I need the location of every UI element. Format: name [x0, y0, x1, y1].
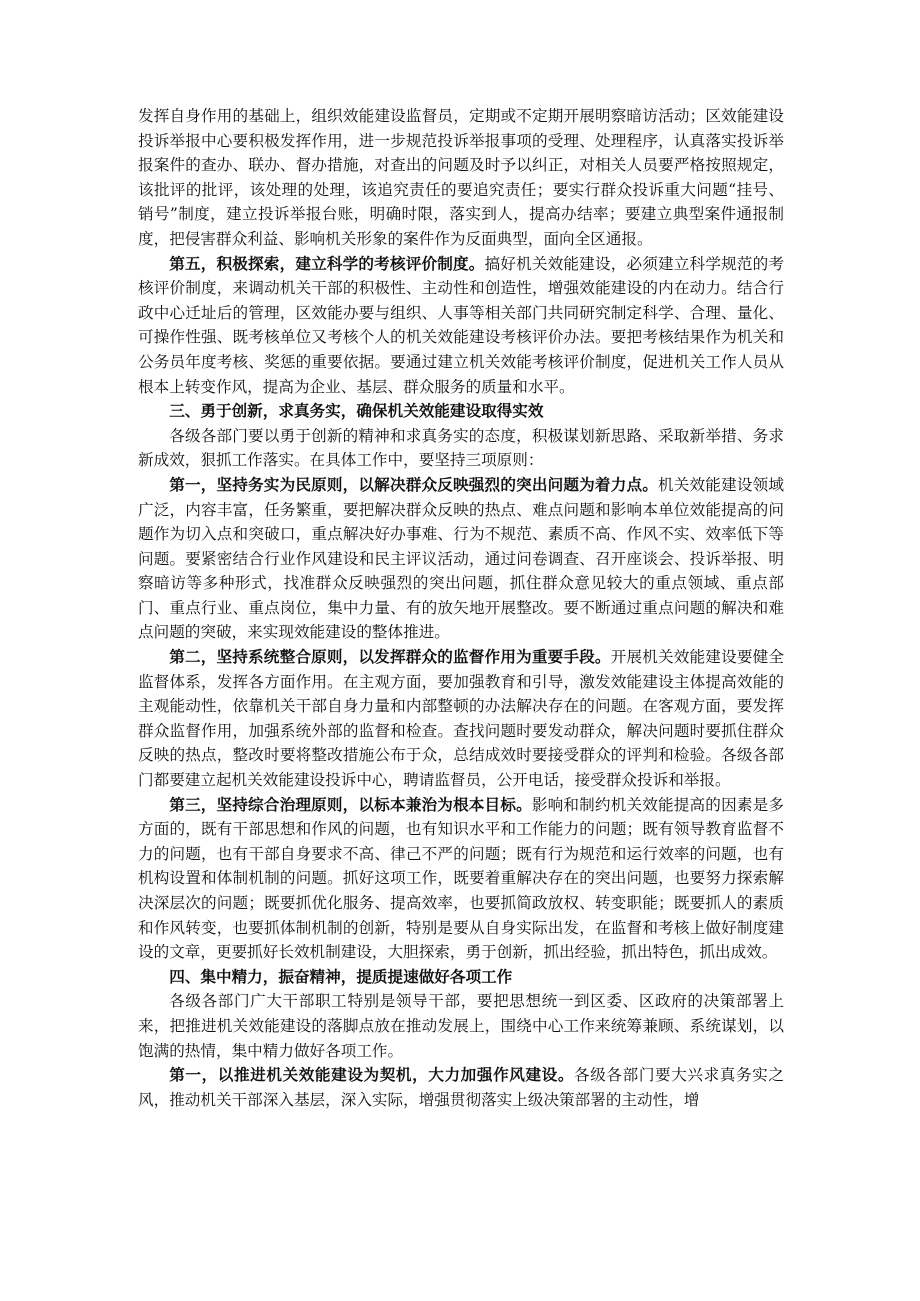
paragraph-principle-three	[138, 793, 784, 965]
section-heading-three: 三、勇于创新，求真务实，确保机关效能建设取得实效	[169, 401, 544, 421]
principle-three-body: 影响和制约机关效能提高的因素是多方面的，既有干部思想和作风的问题，也有知识水平和工作能力的问题；既有领导教育监督不力的问题，也有干部自身要求不高、律己不严的问题；既有行为规范和运行效率的问题，也有机构设置和体制机制的问题。抓好这项工作，既要着重解决存在的突出问题，也要努力探索解决深层次的问题；既要抓优化服务、提高效率，也要抓简政放权、转变职能；既要抓人的素质和作风转变，也要抓体制机制的创新，特别是要从自身实际出发，在监督和考核上做好制度建设的文章，更要抓好长效机制建设，大胆探索，勇于创新，抓出经验，抓出特色，抓出成效。	[138, 795, 784, 962]
paragraph-section-four-point-one	[138, 1063, 784, 1112]
paragraph-supervision: 发挥自身作用的基础上，组织效能建设监督员，定期或不定期开展明察暗访活动；区效能建设投诉举报中心要积极发挥作用，进一步规范投诉举报事项的受理、处理程序，认真落实投诉举报案件的查办、联办、督办措施，对查出的问题及时予以纠正，对相关人员要严格按照规定，该批评的批评，该处理的处理，该追究责任的要追究责任；要实行群众投诉重大问题“挂号、销号”制度，建立投诉举报台账，明确时限，落实到人，提高办结率；要建立典型案件通报制度，把侵害群众利益、影响机关形象的案件作为反面典型，面向全区通报。	[138, 107, 784, 248]
principle-three-lead: 第三，坚持综合治理原则，以标本兼治为根本目标。	[169, 794, 532, 814]
point-five-lead: 第五，积极探索，建立科学的考核评价制度。	[169, 253, 485, 273]
document-page	[138, 104, 784, 1112]
principle-two-body: 开展机关效能建设要健全监督体系，发挥各方面作用。在主观方面，要加强教育和引导，激发效能建设主体提高效能的主观能动性，依靠机关干部自身力量和内部整顿的办法解决存在的问题。在客观方面，要发挥群众监督作用，加强系统外部的监督和检查。查找问题时要发动群众，解决问题时要抓住群众反映的热点，整改时要将整改措施公布于众，总结成效时要接受群众的评判和检验。各级各部门都要建立起机关效能建设投诉中心，聘请监督员，公开电话，接受群众投诉和举报。	[138, 648, 784, 790]
paragraph-principle-two	[138, 645, 784, 793]
principle-one-lead: 第一，坚持务实为民原则，以解决群众反映强烈的突出问题为着力点。	[169, 474, 658, 494]
paragraph-point-five	[138, 252, 784, 400]
principle-two-lead: 第二，坚持系统整合原则，以发挥群众的监督作用为重要手段。	[169, 647, 611, 667]
point-five-body: 搞好机关效能建设，必须建立科学规范的考核评价制度，来调动机关干部的积极性、主动性和创造性，增强效能建设的内在动力。结合行政中心迁址后的管理，区效能办要与组织、人事等相关部门共同研究制定科学、合理、量化、可操作性强、既考核单位又考核个人的机关效能建设考核评价办法。要把考核结果作为机关和公务员年度考核、奖惩的重要依据。要通过建立机关效能考核评价制度，促进机关工作人员从根本上转变作风，提高为企业、基层、群众服务的质量和水平。	[138, 254, 784, 396]
principle-one-body: 机关效能建设领域广泛，内容丰富，任务繁重，要把解决群众反映的热点、难点问题和影响本单位效能提高的问题作为切入点和突破口，重点解决好办事难、行为不规范、素质不高、作风不实、效率低下等问题。要紧密结合行业作风建设和民主评议活动，通过问卷调查、召开座谈会、投诉举报、明察暗访等多种形式，找准群众反映强烈的突出问题，抓住群众意见较大的重点领域、重点部门、重点行业、重点岗位，集中力量、有的放矢地开展整改。要不断通过重点问题的解决和难点问题的突破，来实现效能建设的整体推进。	[138, 475, 784, 642]
paragraph-section-four-intro: 各级各部门广大干部职工特别是领导干部，要把思想统一到区委、区政府的决策部署上来，把推进机关效能建设的落脚点放在推动发展上，围绕中心工作来统筹兼顾、系统谋划，以饱满的热情，集中精力做好各项工作。	[138, 992, 784, 1060]
paragraph-principle-one	[138, 473, 784, 645]
section-four-point-one-lead: 第一，以推进机关效能建设为契机，大力加强作风建设。	[169, 1065, 575, 1085]
paragraph-section-three-intro: 各级各部门要以勇于创新的精神和求真务实的态度，积极谋划新思路、采取新举措、务求新成效，狠抓工作落实。在具体工作中，要坚持三项原则：	[138, 426, 784, 470]
section-heading-four: 四、集中精力，振奋精神，提质提速做好各项工作	[169, 966, 513, 986]
section-four-point-one-body: 各级各部门要大兴求真务实之风，推动机关干部深入基层，深入实际，增强贯彻落实上级决策部署的主动性，增	[138, 1066, 784, 1109]
